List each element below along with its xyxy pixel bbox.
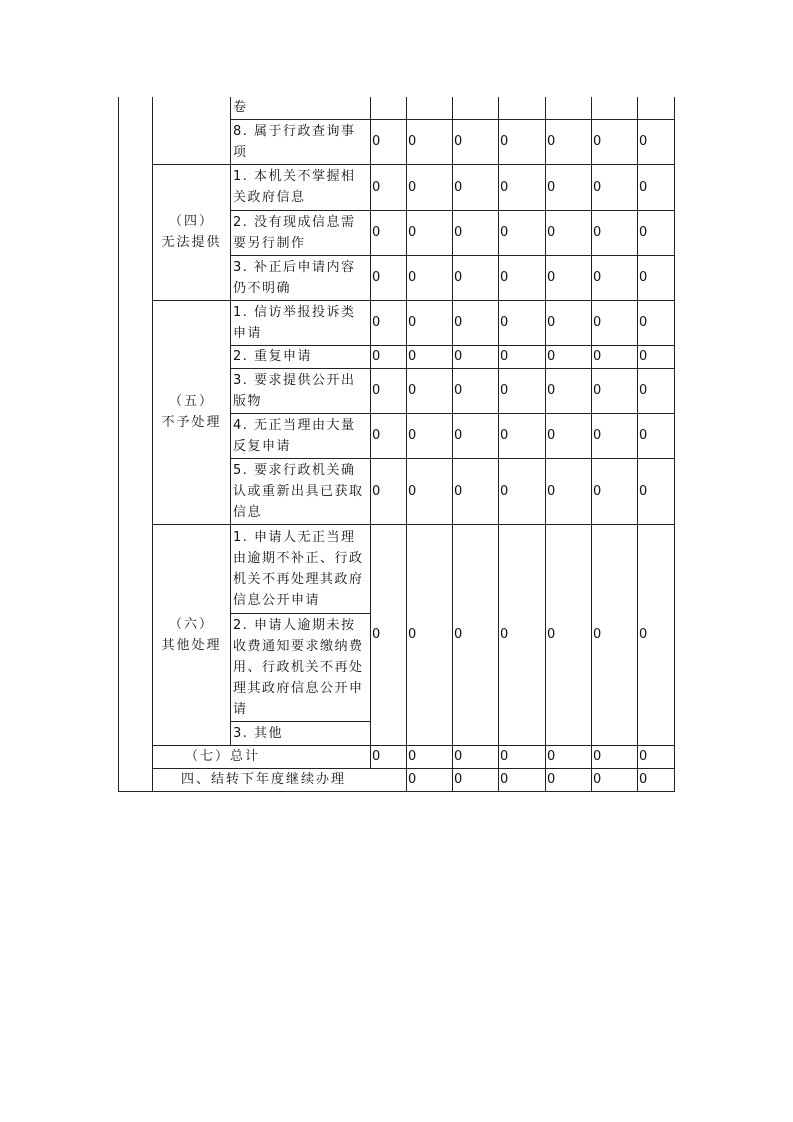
item-label: 卷 (231, 97, 371, 119)
table-container (118, 97, 675, 792)
value-cell: 0 (407, 745, 453, 768)
category-not-processed (153, 300, 231, 524)
value-cell: 0 (546, 164, 592, 210)
application-handling-table (118, 97, 675, 792)
value-cell: 0 (638, 210, 675, 255)
category-name: 不予处理 (161, 415, 222, 430)
total-label: （七）总计 (153, 745, 371, 768)
value-cell: 0 (371, 745, 407, 768)
value-cell: 0 (638, 119, 675, 164)
category-number: （四） (168, 214, 214, 229)
value-cell: 0 (546, 413, 592, 458)
value-cell: 0 (499, 164, 546, 210)
value-cell: 0 (638, 745, 675, 768)
value-cell: 0 (407, 368, 453, 413)
value-cell: 0 (499, 300, 546, 345)
category-cannot-provide (153, 164, 231, 300)
value-cell: 0 (371, 300, 407, 345)
table-row (119, 164, 675, 210)
value-cell: 0 (371, 210, 407, 255)
value-cell: 0 (638, 768, 675, 791)
value-cell: 0 (407, 345, 453, 368)
value-cell: 0 (371, 368, 407, 413)
value-cell (371, 97, 407, 119)
value-cell: 0 (407, 210, 453, 255)
item-label: 8. 属于行政查询事项 (231, 119, 371, 164)
category-other-processing (153, 524, 231, 745)
value-cell: 0 (638, 413, 675, 458)
value-cell: 0 (499, 524, 546, 745)
value-cell: 0 (407, 768, 453, 791)
value-cell: 0 (592, 458, 638, 524)
value-cell: 0 (407, 300, 453, 345)
value-cell: 0 (638, 255, 675, 300)
value-cell: 0 (371, 345, 407, 368)
value-cell: 0 (592, 768, 638, 791)
value-cell: 0 (592, 745, 638, 768)
value-cell: 0 (638, 345, 675, 368)
value-cell: 0 (546, 300, 592, 345)
value-cell: 0 (638, 368, 675, 413)
item-label: 5. 要求行政机关确认或重新出具已获取信息 (231, 458, 371, 524)
value-cell: 0 (371, 458, 407, 524)
value-cell (453, 97, 499, 119)
carryover-label: 四、结转下年度继续办理 (153, 768, 407, 791)
value-cell: 0 (407, 119, 453, 164)
item-label: 3. 其他 (231, 721, 371, 745)
value-cell: 0 (407, 524, 453, 745)
value-cell: 0 (499, 255, 546, 300)
value-cell: 0 (371, 413, 407, 458)
value-cell: 0 (592, 413, 638, 458)
value-cell: 0 (638, 300, 675, 345)
value-cell (592, 97, 638, 119)
value-cell: 0 (453, 255, 499, 300)
value-cell: 0 (546, 745, 592, 768)
value-cell: 0 (453, 458, 499, 524)
value-cell: 0 (499, 345, 546, 368)
item-label: 1. 本机关不掌握相关政府信息 (231, 164, 371, 210)
value-cell: 0 (638, 524, 675, 745)
value-cell: 0 (592, 524, 638, 745)
value-cell: 0 (453, 413, 499, 458)
value-cell (407, 97, 453, 119)
value-cell: 0 (407, 164, 453, 210)
item-label: 3. 要求提供公开出版物 (231, 368, 371, 413)
value-cell: 0 (499, 768, 546, 791)
value-cell: 0 (453, 345, 499, 368)
category-name: 其他处理 (161, 637, 222, 653)
table-row (119, 745, 675, 768)
value-cell: 0 (407, 458, 453, 524)
table-row (119, 768, 675, 791)
value-cell: 0 (453, 300, 499, 345)
value-cell: 0 (453, 119, 499, 164)
value-cell: 0 (499, 210, 546, 255)
value-cell: 0 (453, 745, 499, 768)
category-cell (153, 97, 231, 164)
value-cell: 0 (453, 768, 499, 791)
value-cell: 0 (453, 524, 499, 745)
value-cell: 0 (371, 524, 407, 745)
value-cell: 0 (371, 255, 407, 300)
value-cell: 0 (453, 368, 499, 413)
item-label: 1. 信访举报投诉类申请 (231, 300, 371, 345)
value-cell: 0 (546, 345, 592, 368)
item-label: 2. 重复申请 (231, 345, 371, 368)
value-cell: 0 (499, 413, 546, 458)
item-label: 3. 补正后申请内容仍不明确 (231, 255, 371, 300)
value-cell: 0 (546, 368, 592, 413)
value-cell (546, 97, 592, 119)
item-label: 2. 没有现成信息需要另行制作 (231, 210, 371, 255)
table-row (119, 300, 675, 345)
value-cell: 0 (592, 210, 638, 255)
value-cell: 0 (546, 119, 592, 164)
value-cell: 0 (499, 458, 546, 524)
outer-section-cell (119, 97, 153, 791)
item-label: 2. 申请人逾期未按收费通知要求缴纳费用、行政机关不再处理其政府信息公开申请 (231, 613, 371, 721)
value-cell: 0 (546, 210, 592, 255)
category-number: （五） (168, 394, 214, 409)
category-number: （六） (168, 616, 214, 632)
value-cell: 0 (592, 255, 638, 300)
value-cell: 0 (453, 164, 499, 210)
value-cell (499, 97, 546, 119)
value-cell: 0 (592, 119, 638, 164)
table-row (119, 524, 675, 613)
value-cell: 0 (546, 458, 592, 524)
table-row (119, 97, 675, 119)
value-cell: 0 (638, 164, 675, 210)
value-cell: 0 (453, 210, 499, 255)
value-cell: 0 (592, 300, 638, 345)
value-cell: 0 (499, 119, 546, 164)
value-cell: 0 (546, 255, 592, 300)
value-cell: 0 (546, 768, 592, 791)
item-label: 4. 无正当理由大量反复申请 (231, 413, 371, 458)
value-cell: 0 (407, 255, 453, 300)
value-cell: 0 (638, 458, 675, 524)
value-cell: 0 (499, 745, 546, 768)
value-cell: 0 (592, 368, 638, 413)
value-cell: 0 (592, 164, 638, 210)
value-cell (638, 97, 675, 119)
item-label: 1. 申请人无正当理由逾期不补正、行政机关不再处理其政府信息公开申请 (231, 524, 371, 613)
value-cell: 0 (499, 368, 546, 413)
value-cell: 0 (546, 524, 592, 745)
category-name: 无法提供 (161, 235, 222, 250)
value-cell: 0 (371, 164, 407, 210)
value-cell: 0 (407, 413, 453, 458)
value-cell: 0 (592, 345, 638, 368)
value-cell: 0 (371, 119, 407, 164)
